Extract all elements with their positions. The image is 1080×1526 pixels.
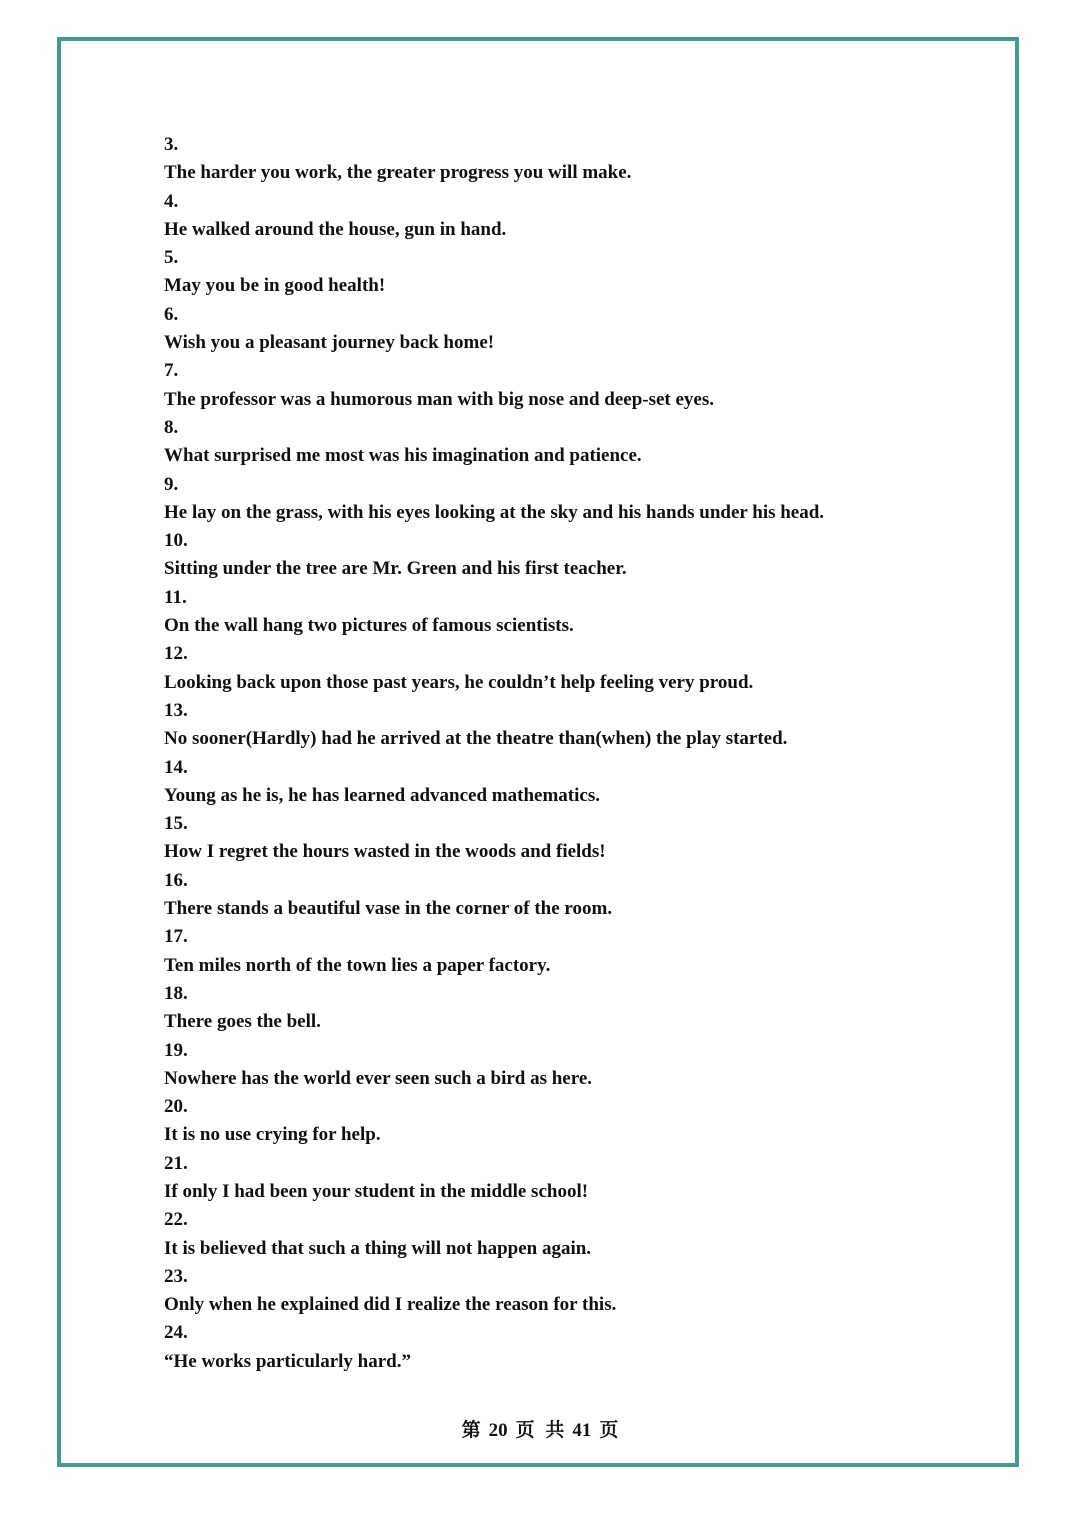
item-number: 7. [164,360,179,382]
list-item [164,810,984,867]
item-number: 24. [164,1322,188,1344]
item-text: “He works particularly hard.” [164,1350,411,1372]
item-number: 16. [164,869,188,891]
item-text: If only I had been your student in the middle school! [164,1180,589,1202]
item-number: 9. [164,473,179,495]
item-text: It is no use crying for help. [164,1124,381,1146]
item-text: The professor was a humorous man with big nose and deep-set eyes. [164,388,714,410]
item-text: Sitting under the tree are Mr. Green and his first teacher. [164,558,627,580]
item-number: 13. [164,699,188,721]
item-number: 8. [164,416,179,438]
item-text: Looking back upon those past years, he couldn’t help feeling very proud. [164,671,754,693]
list-item [164,980,984,1037]
list-item [164,244,984,301]
list-item [164,1150,984,1207]
item-text: He lay on the grass, with his eyes looking at the sky and his hands under his head. [164,501,825,523]
list-item [164,131,984,188]
page-label-pre: 第 [461,1420,481,1441]
list-item [164,301,984,358]
item-text: He walked around the house, gun in hand. [164,218,507,240]
list-item [164,1206,984,1263]
list-item [164,1319,984,1376]
item-number: 6. [164,303,179,325]
page-label-mid: 页 共 [515,1420,565,1441]
item-number: 11. [164,586,187,608]
item-text: Wish you a pleasant journey back home! [164,332,495,354]
item-text: Only when he explained did I realize the reason for this. [164,1294,617,1316]
item-number: 15. [164,813,188,835]
list-item [164,923,984,980]
item-text: The harder you work, the greater progress you will make. [164,162,632,184]
item-text: No sooner(Hardly) had he arrived at the theatre than(when) the play started. [164,728,788,750]
list-item [164,357,984,414]
item-text: Young as he is, he has learned advanced mathematics. [164,784,600,806]
item-number: 12. [164,643,188,665]
list-item [164,188,984,245]
item-text: It is believed that such a thing will not happen again. [164,1237,592,1259]
item-text: There goes the bell. [164,1011,321,1033]
list-item [164,697,984,754]
list-item [164,1037,984,1094]
list-item [164,754,984,811]
answer-list [164,131,984,1376]
item-number: 17. [164,926,188,948]
item-number: 19. [164,1039,188,1061]
page-footer [0,1417,1080,1445]
item-text: Ten miles north of the town lies a paper factory. [164,954,551,976]
item-text: Nowhere has the world ever seen such a bird as here. [164,1067,593,1089]
item-text: On the wall hang two pictures of famous scientists. [164,615,574,637]
item-text: There stands a beautiful vase in the corner of the room. [164,898,613,920]
page-number: 20 [488,1420,508,1441]
item-number: 5. [164,247,179,269]
item-number: 10. [164,530,188,552]
item-number: 23. [164,1265,188,1287]
list-item [164,584,984,641]
page-label-post: 页 [599,1420,619,1441]
list-item [164,414,984,471]
list-item [164,471,984,528]
item-number: 20. [164,1096,188,1118]
item-number: 18. [164,982,188,1004]
item-text: What surprised me most was his imagination and patience. [164,445,642,467]
item-number: 22. [164,1209,188,1231]
list-item [164,1263,984,1320]
item-text: How I regret the hours wasted in the woods and fields! [164,841,606,863]
list-item [164,867,984,924]
total-pages: 41 [572,1420,592,1441]
item-text: May you be in good health! [164,275,386,297]
item-number: 3. [164,134,179,155]
list-item [164,640,984,697]
item-number: 14. [164,756,188,778]
list-item [164,1093,984,1150]
item-number: 21. [164,1152,188,1174]
item-number: 4. [164,190,179,212]
list-item [164,527,984,584]
